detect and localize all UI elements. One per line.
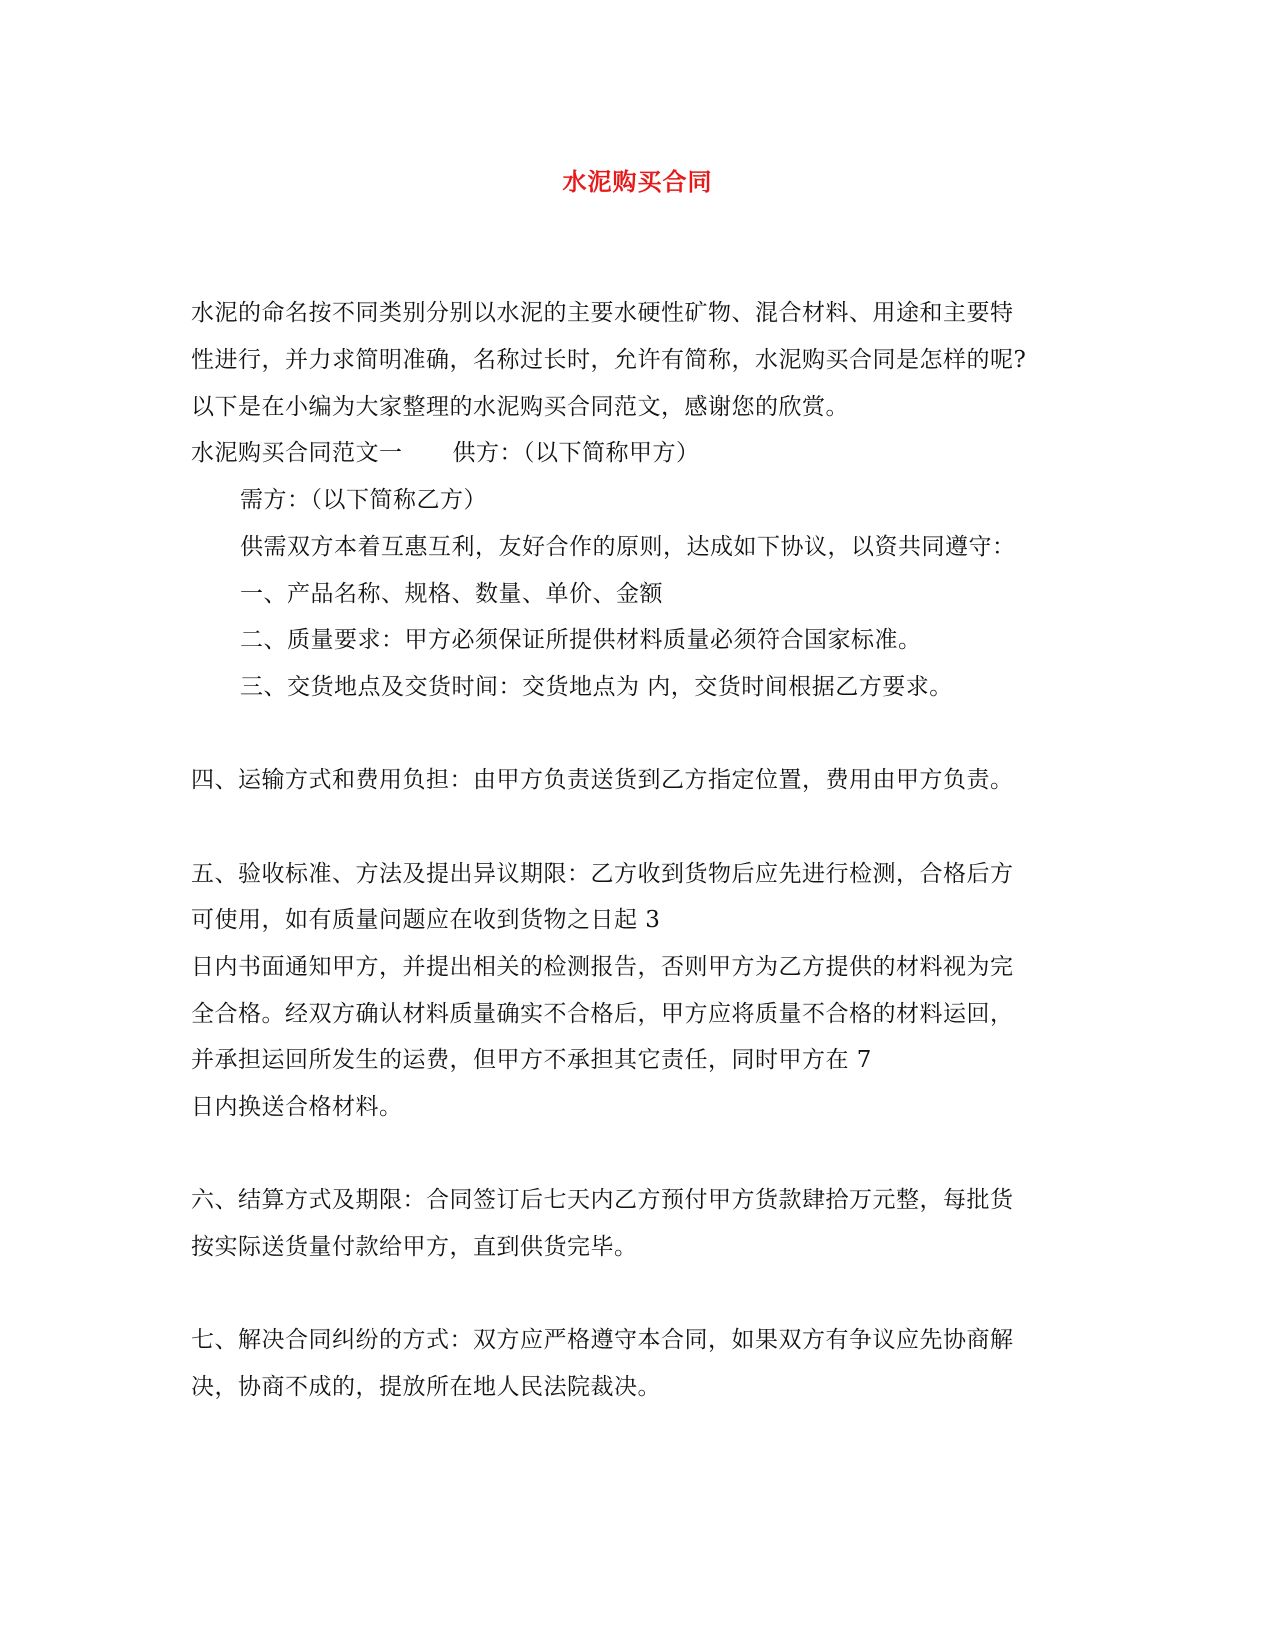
document-title: 水泥购买合同 xyxy=(562,167,713,196)
supplier-line: 供方：（以下简称甲方） xyxy=(452,440,700,466)
clause-6-line-2: 按实际送货量付款给甲方，直到供货完毕。 xyxy=(191,1234,638,1260)
clause-6-line-1: 六、结算方式及期限：合同签订后七天内乙方预付甲方货款肆拾万元整，每批货 xyxy=(191,1187,1014,1213)
clause-5-line-3: 日内书面通知甲方，并提出相关的检测报告，否则甲方为乙方提供的材料视为完 xyxy=(191,954,1014,980)
intro-line-3: 以下是在小编为大家整理的水泥购买合同范文，感谢您的欣赏。 xyxy=(191,394,849,420)
clause-3: 三、交货地点及交货时间：交货地点为 内，交货时间根据乙方要求。 xyxy=(240,674,953,700)
clause-5-line-4: 全合格。经双方确认材料质量确实不合格后，甲方应将质量不合格的材料运回， xyxy=(191,1001,1014,1027)
clause-2: 二、质量要求：甲方必须保证所提供材料质量必须符合国家标准。 xyxy=(240,627,922,653)
clause-5-line-2: 可使用，如有质量问题应在收到货物之日起 3 xyxy=(191,907,661,933)
clause-5-line-6: 日内换送合格材料。 xyxy=(191,1094,403,1120)
clause-4: 四、运输方式和费用负担：由甲方负责送货到乙方指定位置，费用由甲方负责。 xyxy=(191,767,1014,793)
clause-5-line-1: 五、验收标准、方法及提出异议期限：乙方收到货物后应先进行检测，合格后方 xyxy=(191,861,1014,887)
sample-heading-row xyxy=(191,438,700,468)
buyer-line: 需方：（以下简称乙方） xyxy=(240,487,487,513)
clause-7-line-1: 七、解决合同纠纷的方式：双方应严格遵守本合同，如果双方有争议应先协商解 xyxy=(191,1327,1014,1353)
clause-5-line-5: 并承担运回所发生的运费，但甲方不承担其它责任，同时甲方在 7 xyxy=(191,1047,872,1073)
agreement-line: 供需双方本着互惠互利，友好合作的原则，达成如下协议，以资共同遵守： xyxy=(240,534,1016,560)
clause-7-line-2: 决，协商不成的，提放所在地人民法院裁决。 xyxy=(191,1374,661,1400)
intro-line-2: 性进行，并力求简明准确，名称过长时，允许有简称，水泥购买合同是怎样的呢? xyxy=(191,347,1027,373)
clause-1: 一、产品名称、规格、数量、单价、金额 xyxy=(240,581,663,607)
intro-line-1: 水泥的命名按不同类别分别以水泥的主要水硬性矿物、混合材料、用途和主要特 xyxy=(191,300,1014,326)
sample-heading: 水泥购买合同范文一 xyxy=(191,440,403,466)
